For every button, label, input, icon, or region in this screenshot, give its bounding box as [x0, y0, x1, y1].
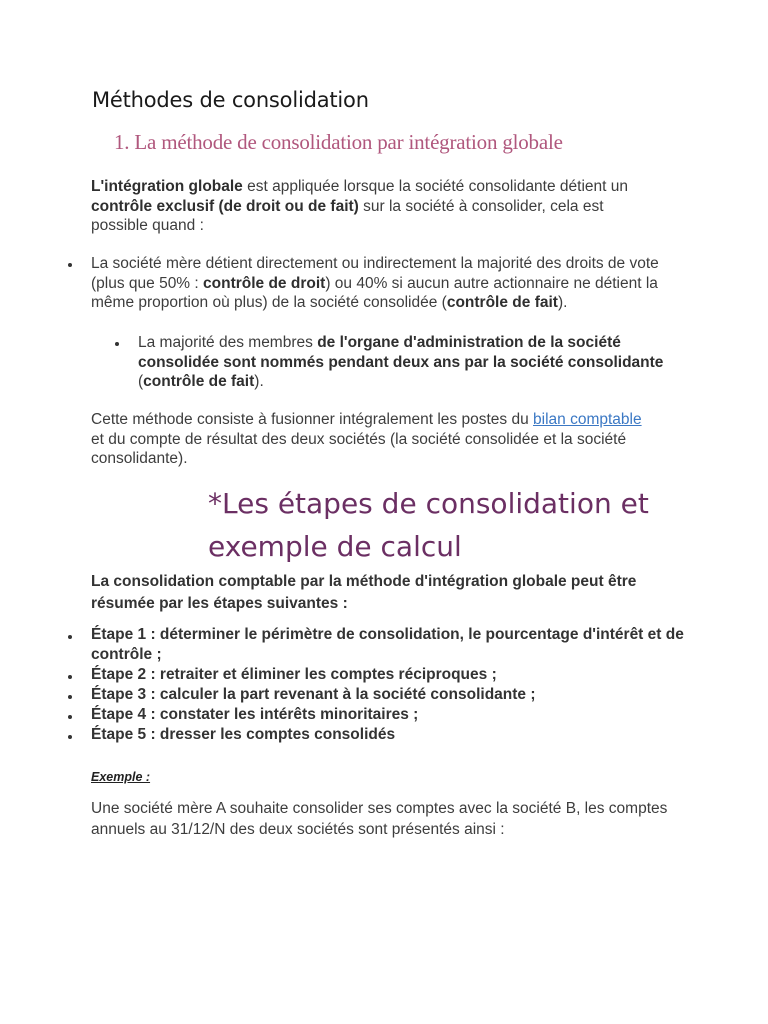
- bullet-icon: [68, 695, 72, 699]
- list-item: [91, 725, 691, 745]
- steps-intro: La consolidation comptable par la méthode d'intégration globale peut être résumée par les étapes suivantes :: [91, 573, 637, 612]
- steps-heading: *Les étapes de consolidation et exemple de calcul: [208, 487, 649, 563]
- sub-condition-text: La majorité des membres: [138, 334, 318, 351]
- document-title: Méthodes de consolidation: [92, 88, 369, 112]
- steps-list: [91, 625, 691, 745]
- intro-paragraph: [91, 177, 651, 236]
- condition-bold: contrôle de droit: [203, 274, 326, 292]
- conclusion-text: Cette méthode consiste à fusionner intégralement les postes du: [91, 411, 534, 428]
- bullet-icon: [68, 675, 72, 679]
- condition-text: ).: [557, 294, 568, 311]
- list-item: [91, 685, 691, 705]
- list-item: [91, 625, 691, 665]
- sub-condition-bold: de l'organe d'administration de la société consolidée sont nommés pendant deux ans par la société consolidante: [138, 334, 664, 371]
- step-text: Étape 3 : calculer la part revenant à la société consolidante ;: [91, 686, 536, 703]
- list-item: [91, 705, 691, 725]
- intro-text-end: sur la société à consolider, cela est possible quand :: [91, 197, 604, 234]
- condition-bold: contrôle de fait: [446, 294, 558, 311]
- sub-condition-text: ).: [254, 373, 264, 390]
- list-item: [91, 254, 681, 313]
- sub-condition-bold: contrôle de fait: [143, 373, 255, 390]
- bullet-icon: [68, 715, 72, 719]
- condition-text: La société mère détient directement ou indirectement la majorité des droits de vote (plus que 50% :: [91, 255, 659, 292]
- condition-text: ) ou 40% si aucun autre actionnaire ne détient la même proportion où plus) de la société consolidée (: [91, 274, 658, 311]
- example-paragraph: Une société mère A souhaite consolider ses comptes avec la société B, les comptes annuels au 31/12/N des deux sociétés sont présentés ainsi :: [91, 800, 668, 838]
- step-text: Étape 1 : déterminer le périmètre de consolidation, le pourcentage d'intérêt et de contrôle ;: [91, 626, 684, 663]
- step-text: Étape 4 : constater les intérêts minoritaires ;: [91, 706, 419, 723]
- step-text: Étape 5 : dresser les comptes consolidés: [91, 726, 396, 743]
- conditions-list: [91, 254, 681, 313]
- intro-bold-term: L'intégration globale: [91, 178, 243, 195]
- list-item: [91, 665, 691, 685]
- list-item: [138, 333, 668, 392]
- sub-condition-text: (: [138, 373, 144, 390]
- bullet-icon: [68, 263, 72, 267]
- sub-conditions-list: [138, 333, 668, 392]
- step-text: Étape 2 : retraiter et éliminer les comptes réciproques ;: [91, 666, 497, 683]
- bullet-icon: [68, 635, 72, 639]
- bilan-comptable-link[interactable]: bilan comptable: [533, 411, 642, 428]
- bullet-icon: [115, 342, 119, 346]
- example-label: Exemple :: [91, 770, 151, 784]
- intro-text: est appliquée lorsque la société consolidante détient un: [242, 178, 628, 195]
- conclusion-paragraph: [91, 410, 651, 469]
- conclusion-text-end: et du compte de résultat des deux sociétés (la société consolidée et la société consolidante).: [91, 430, 627, 467]
- section-heading: 1. La méthode de consolidation par intégration globale: [114, 130, 563, 154]
- bullet-icon: [68, 735, 72, 739]
- intro-bold-control: contrôle exclusif (de droit ou de fait): [91, 197, 359, 215]
